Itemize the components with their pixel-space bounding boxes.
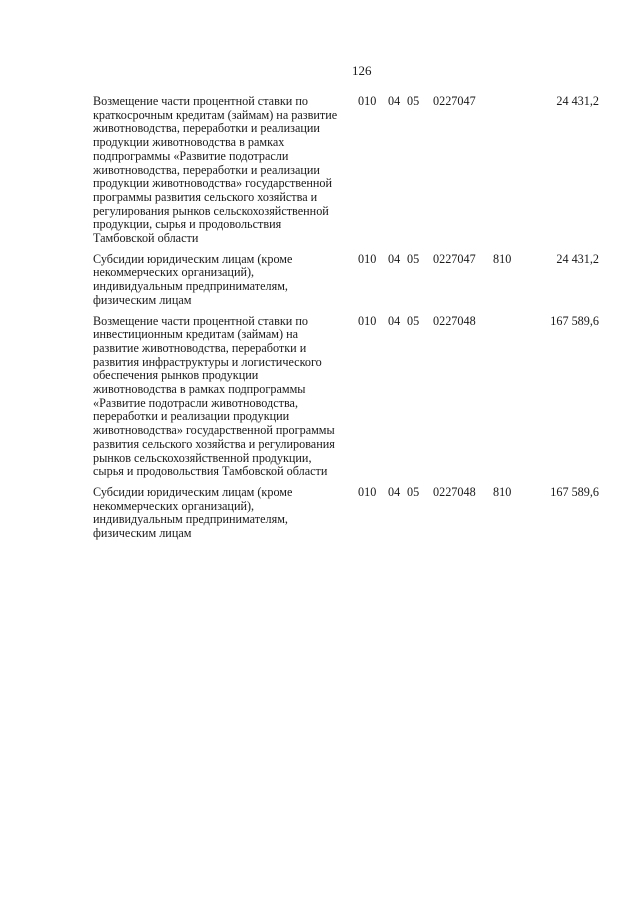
ministry-code: 010 <box>358 484 377 499</box>
row-amount: 24 431,2 <box>556 94 599 108</box>
row-description: Возмещение части процентной ставки по инвестиционным кредитам (займам) на развитие животноводства, переработки и развития инфраструктуры и логистического обеспечения рынков продукции животноводства в рамках подпрограммы «Развитие подотрасли животноводства, переработки и реализации продукции животноводства» государственной программы развития сельского хозяйства и регулирования рынков сельскохозяйственной продукции, сырья и продовольствия Тамбовской области <box>93 313 335 479</box>
table-row <box>93 95 613 246</box>
section-code: 04 <box>388 94 401 108</box>
target-article-code: 0227047 <box>433 251 476 266</box>
subsection-code: 05 <box>407 94 420 108</box>
row-amount: 24 431,2 <box>556 251 599 266</box>
target-article-code: 0227048 <box>433 484 476 499</box>
row-description: Субсидии юридическим лицам (кроме некоммерческих организаций), индивидуальным предпринимателям, физическим лицам <box>93 251 293 307</box>
subsection-code: 05 <box>407 313 420 328</box>
expense-type-code: 810 <box>493 251 512 266</box>
ministry-code: 010 <box>358 313 377 328</box>
row-amount: 167 589,6 <box>550 484 599 499</box>
row-amount: 167 589,6 <box>550 313 599 328</box>
expense-type-code: 810 <box>493 484 512 499</box>
page-number: 126 <box>352 63 372 78</box>
table-row <box>93 486 613 541</box>
section-code: 04 <box>388 251 401 266</box>
ministry-code: 010 <box>358 94 377 108</box>
budget-table <box>93 95 613 548</box>
section-code: 04 <box>388 313 401 328</box>
subsection-code: 05 <box>407 251 420 266</box>
table-row <box>93 315 613 479</box>
ministry-code: 010 <box>358 251 377 266</box>
row-description: Субсидии юридическим лицам (кроме некоммерческих организаций), индивидуальным предпринимателям, физическим лицам <box>93 484 293 541</box>
section-code: 04 <box>388 484 401 499</box>
row-description: Возмещение части процентной ставки по краткосрочным кредитам (займам) на развитие животноводства, переработки и реализации продукции животноводства в рамках подпрограммы «Развитие подотрасли животноводства, переработки и реализации продукции животноводства» государственной программы развития сельского хозяйства и регулирования рынков сельскохозяйственной продукции, сырья и продовольствия Тамбовской области <box>93 94 338 246</box>
subsection-code: 05 <box>407 484 420 499</box>
table-row <box>93 253 613 308</box>
target-article-code: 0227048 <box>433 313 476 328</box>
target-article-code: 0227047 <box>433 94 476 108</box>
